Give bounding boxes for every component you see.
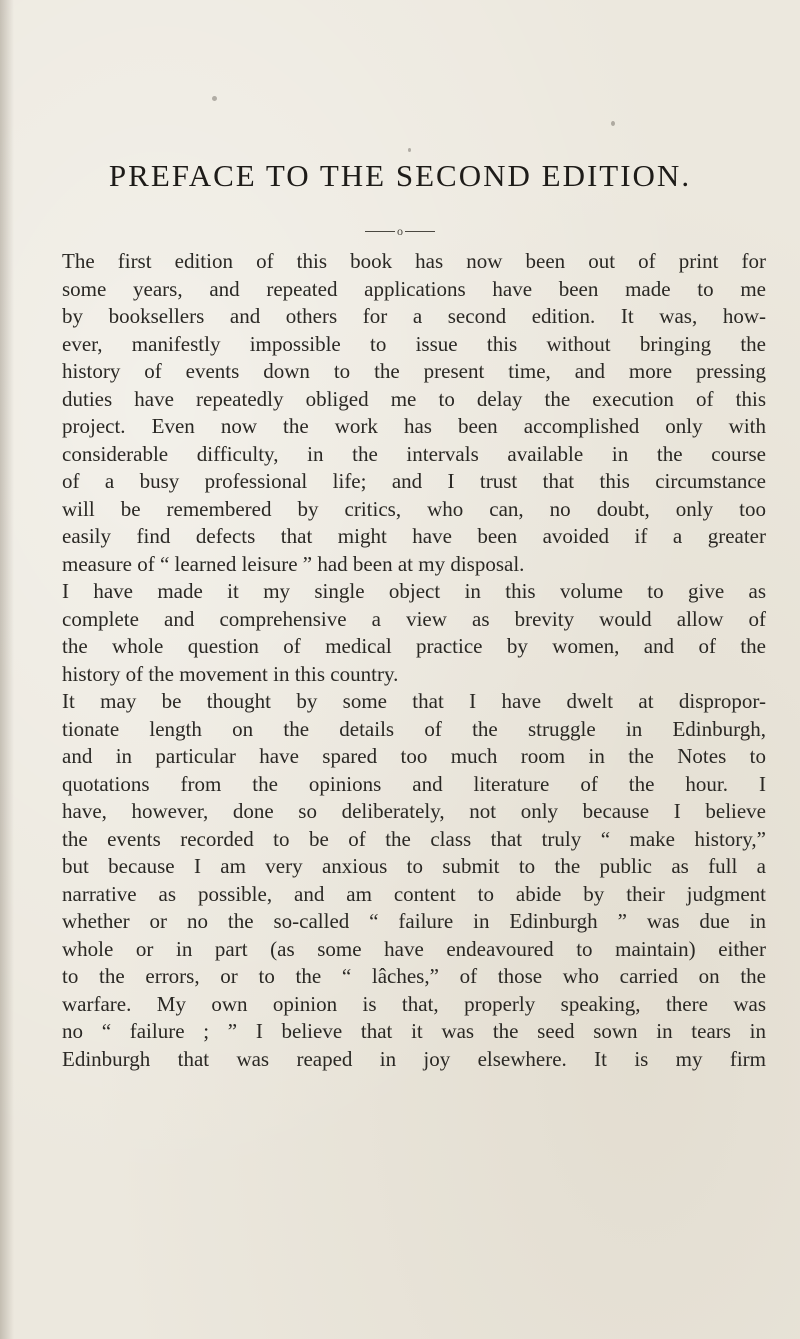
- text-line: the whole question of medical practice by women, and of the: [62, 634, 766, 658]
- text-line: but because I am very anxious to submit to the public as full a: [62, 854, 766, 878]
- divider-mark: o: [397, 224, 403, 238]
- divider-rule-left: [365, 231, 395, 232]
- text-line: I have made it my single object in this volume to give as: [62, 579, 766, 603]
- page-title: PREFACE TO THE SECOND EDITION.: [108, 158, 692, 193]
- text-line: It may be thought by some that I have dwelt at dispropor-: [62, 689, 766, 713]
- text-line: Edinburgh that was reaped in joy elsewhere. It is my firm: [62, 1046, 766, 1071]
- text-line: whole or in part (as some have endeavoured to maintain) either: [62, 936, 766, 961]
- text-line: and in particular have spared too much room in the Notes to: [62, 744, 766, 768]
- text-line: narrative as possible, and am content to abide by their judgment: [62, 881, 766, 906]
- text-line: some years, and repeated applications have been made to me: [62, 276, 766, 301]
- ink-speck: [611, 121, 615, 126]
- text-line: no “ failure ; ” I believe that it was the seed sown in tears in: [62, 1019, 766, 1043]
- text-line: to the errors, or to the “ lâches,” of those who carried on the: [62, 964, 766, 988]
- text-line: by booksellers and others for a second edition. It was, how-: [62, 304, 766, 328]
- text-line: project. Even now the work has been accomplished only with: [62, 414, 766, 438]
- text-line: quotations from the opinions and literature of the hour. I: [62, 771, 766, 796]
- text-line: of a busy professional life; and I trust that this circumstance: [62, 469, 766, 493]
- text-line: duties have repeatedly obliged me to delay the execution of this: [62, 386, 766, 411]
- text-line: the events recorded to be of the class that truly “ make history,”: [62, 826, 766, 851]
- preface-body: [62, 248, 766, 1073]
- text-line: history of the movement in this country.: [62, 661, 399, 686]
- divider-rule-right: [405, 231, 435, 232]
- text-line: have, however, done so deliberately, not only because I believe: [62, 799, 766, 823]
- text-line: considerable difficulty, in the intervals available in the course: [62, 441, 766, 466]
- text-line: whether or no the so-called “ failure in Edinburgh ” was due in: [62, 909, 766, 933]
- text-line: measure of “ learned leisure ” had been at my disposal.: [62, 551, 525, 576]
- ink-speck: [408, 148, 411, 152]
- text-line: easily find defects that might have been avoided if a greater: [62, 524, 766, 548]
- text-line: warfare. My own opinion is that, properly speaking, there was: [62, 991, 766, 1016]
- text-line: will be remembered by critics, who can, no doubt, only too: [62, 496, 766, 521]
- text-line: The first edition of this book has now been out of print for: [62, 249, 766, 273]
- ink-speck: [212, 96, 217, 101]
- text-line: tionate length on the details of the struggle in Edinburgh,: [62, 716, 766, 741]
- text-line: history of events down to the present time, and more pressing: [62, 359, 766, 383]
- text-line: ever, manifestly impossible to issue this without bringing the: [62, 331, 766, 356]
- title-divider: [0, 224, 800, 238]
- page-spine-shadow: [0, 0, 14, 1339]
- text-line: complete and comprehensive a view as brevity would allow of: [62, 606, 766, 631]
